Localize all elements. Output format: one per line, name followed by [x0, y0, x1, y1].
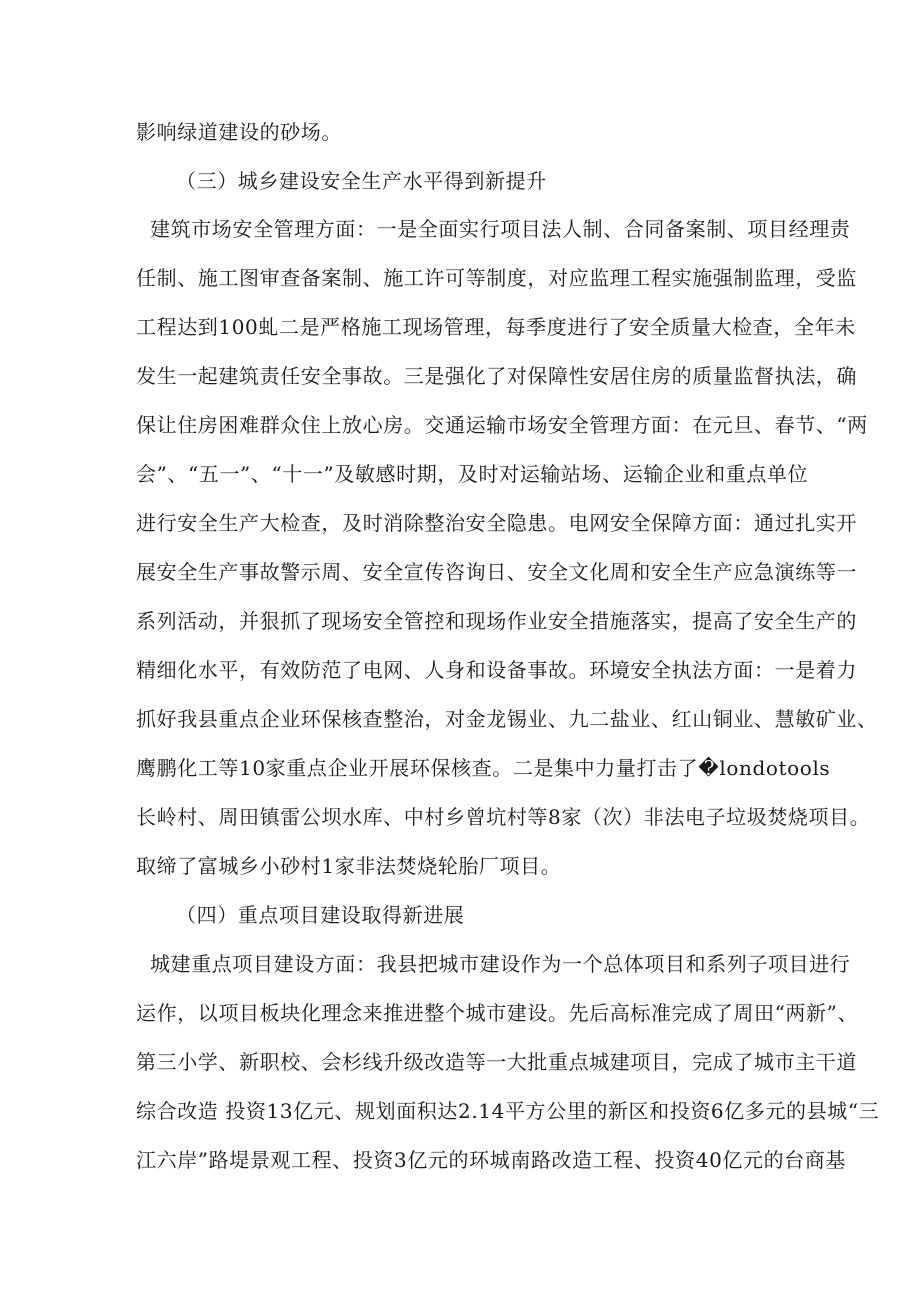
text-line: 城建重点项目建设方面：我县把城市建设作为一个总体项目和系列子项目进行 — [150, 952, 851, 976]
text-line: 工程达到100虬二是严格施工现场管理，每季度进行了安全质量大检查，全年未 — [136, 315, 856, 339]
text-line: 抓好我县重点企业环保核查整治，对金龙锡业、九二盐业、红山铜业、慧敏矿业、 — [136, 707, 878, 731]
text-line: 进行安全生产大检查，及时消除整治安全隐患。电网安全保障方面：通过扎实开 — [136, 511, 857, 535]
text-line: 江六岸”路堤景观工程、投资3亿元的环城南路改造工程、投资40亿元的台商基 — [136, 1148, 846, 1172]
text-line: 建筑市场安全管理方面：一是全面实行项目法人制、合同备案制、项目经理责 — [150, 217, 851, 241]
text-line: 长岭村、周田镇雷公坝水库、中村乡曾坑村等8家（次）非法电子垃圾焚烧项目。 — [136, 805, 871, 829]
text-line: 精细化水平，有效防范了电网、人身和设备事故。环境安全执法方面：一是着力 — [136, 658, 857, 682]
text-line: 取缔了富城乡小砂村1家非法焚烧轮胎厂项目。 — [136, 854, 562, 878]
text-line: 影响绿道建设的砂场。 — [136, 120, 342, 144]
text-line: 发生一起建筑责任安全事故。三是强化了对保障性安居住房的质量监督执法，确 — [136, 364, 857, 388]
text-line: 展安全生产事故警示周、安全宣传咨询日、安全文化周和安全生产应急演练等一 — [136, 560, 857, 584]
text-line: 鹰鹏化工等10家重点企业开展环保核查。二是集中力量打击了�londotools — [136, 756, 831, 780]
text-line: 会”、“五一”、“十一”及敏感时期，及时对运输站场、运输企业和重点单位 — [136, 462, 809, 486]
text-line: 保让住房困难群众住上放心房。交通运输市场安全管理方面：在元旦、春节、“两 — [136, 413, 868, 437]
text-line: 第三小学、新职校、会杉线升级改造等一大批重点城建项目，完成了城市主干道 — [136, 1050, 857, 1074]
text-line: 综合改造 投资13亿元、规划面积达2.14平方公里的新区和投资6亿多元的县城“三 — [136, 1099, 880, 1123]
text-line: 运作，以项目板块化理念来推进整个城市建设。先后高标准完成了周田“两新”、 — [136, 1001, 859, 1025]
text-line: 系列活动，并狠抓了现场安全管控和现场作业安全措施落实，提高了安全生产的 — [136, 609, 857, 633]
section-heading: （三）城乡建设安全生产水平得到新提升 — [176, 169, 547, 193]
section-heading: （四）重点项目建设取得新进展 — [176, 903, 465, 927]
text-line: 任制、施工图审查备案制、施工许可等制度，对应监理工程实施强制监理，受监 — [136, 266, 857, 290]
